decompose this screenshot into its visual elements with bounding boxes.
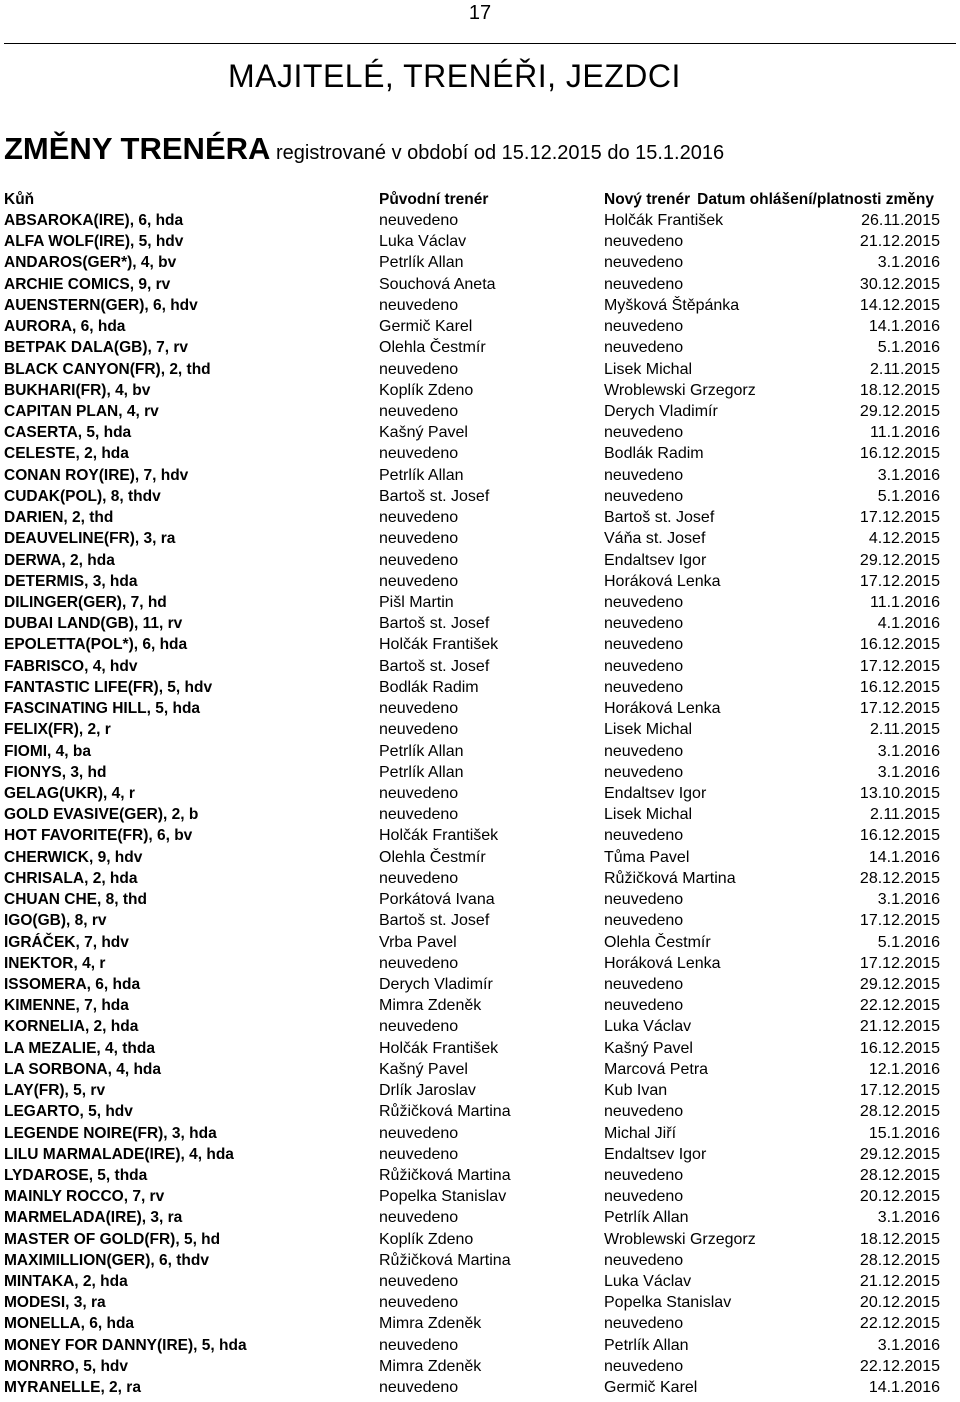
section-title: ZMĚNY TRENÉRA <box>4 131 271 166</box>
change-date: 28.12.2015 <box>859 1251 940 1269</box>
original-trainer: neuvedeno <box>379 403 459 420</box>
original-trainer: Germič Karel <box>379 318 473 336</box>
change-date: 3.1.2016 <box>877 891 940 908</box>
change-date: 21.12.2015 <box>859 1018 940 1036</box>
change-date: 28.12.2015 <box>859 1103 940 1121</box>
horse-name: FIONYS, 3, hd <box>4 763 107 781</box>
horse-name: KIMENNE, 7, hda <box>4 997 129 1015</box>
section-date-range: registrované v období od 15.12.2015 do 15.1.2016 <box>270 142 725 164</box>
table-row <box>0 741 960 762</box>
change-date: 2.11.2015 <box>870 721 940 739</box>
horse-name: EPOLETTA(POL*), 6, hda <box>4 636 188 654</box>
original-trainer: neuvedeno <box>379 721 459 739</box>
new-trainer: neuvedeno <box>604 1251 684 1269</box>
table-row <box>0 634 960 655</box>
original-trainer: Holčák František <box>379 1039 499 1057</box>
horse-name: DEAUVELINE(FR), 3, ra <box>4 530 176 548</box>
new-trainer: Kašný Pavel <box>604 1039 693 1057</box>
change-date: 22.12.2015 <box>859 1315 940 1333</box>
new-trainer: Marcová Petra <box>604 1060 709 1078</box>
change-date: 5.1.2016 <box>877 339 940 357</box>
new-trainer: Tůma Pavel <box>604 848 690 866</box>
horse-name: ANDAROS(GER*), 4, bv <box>4 254 177 272</box>
change-date: 3.1.2016 <box>877 763 940 781</box>
horse-name: GELAG(UKR), 4, r <box>4 784 135 802</box>
change-date: 17.12.2015 <box>859 509 940 527</box>
new-trainer: Luka Václav <box>604 1273 692 1290</box>
section-heading <box>4 131 724 167</box>
original-trainer: Derych Vladimír <box>379 975 493 993</box>
new-trainer: neuvedeno <box>604 424 684 442</box>
horse-name: BUKHARI(FR), 4, bv <box>4 381 151 399</box>
original-trainer: neuvedeno <box>379 572 459 590</box>
horse-name: MASTER OF GOLD(FR), 5, hd <box>4 1230 221 1248</box>
table-row <box>0 1377 960 1398</box>
table-row <box>0 783 960 804</box>
new-trainer: Germič Karel <box>604 1379 698 1397</box>
horse-name: DETERMIS, 3, hda <box>4 572 138 590</box>
table-row <box>0 1016 960 1037</box>
original-trainer: neuvedeno <box>379 806 459 824</box>
horse-name: DUBAI LAND(GB), 11, rv <box>4 615 183 633</box>
horse-name: LEGARTO, 5, hdv <box>4 1103 133 1121</box>
table-row <box>0 443 960 464</box>
table-row <box>0 337 960 358</box>
original-trainer: Olehla Čestmír <box>379 339 486 357</box>
change-date: 29.12.2015 <box>859 975 940 993</box>
original-trainer: neuvedeno <box>379 1124 459 1142</box>
table-row <box>0 932 960 953</box>
new-trainer: neuvedeno <box>604 763 684 781</box>
change-date: 18.12.2015 <box>859 381 940 399</box>
table-row <box>0 401 960 422</box>
new-trainer: neuvedeno <box>604 678 684 696</box>
header-horse: Kůň <box>4 191 35 208</box>
new-trainer: Endaltsev Igor <box>604 1145 707 1163</box>
horse-name: FASCINATING HILL, 5, hda <box>4 700 201 718</box>
change-date: 14.1.2016 <box>868 848 940 866</box>
original-trainer: neuvedeno <box>379 1336 459 1354</box>
original-trainer: neuvedeno <box>379 551 459 569</box>
change-date: 20.12.2015 <box>859 1188 940 1206</box>
new-trainer: neuvedeno <box>604 636 684 654</box>
original-trainer: Pišl Martin <box>379 594 454 611</box>
change-date: 4.1.2016 <box>877 615 940 633</box>
new-trainer: neuvedeno <box>604 487 684 505</box>
change-date: 14.1.2016 <box>868 318 940 336</box>
header-date: Datum ohlášení/platnosti změny <box>697 191 934 208</box>
table-row <box>0 1038 960 1059</box>
change-date: 3.1.2016 <box>877 1209 940 1227</box>
table-row <box>0 1123 960 1144</box>
horse-name: LILU MARMALADE(IRE), 4, hda <box>4 1145 234 1163</box>
change-date: 17.12.2015 <box>859 912 940 930</box>
original-trainer: neuvedeno <box>379 509 459 527</box>
table-row <box>0 359 960 380</box>
table-row <box>0 1335 960 1356</box>
new-trainer: neuvedeno <box>604 912 684 930</box>
change-date: 3.1.2016 <box>877 254 940 272</box>
table-row <box>0 698 960 719</box>
table-row <box>0 1313 960 1334</box>
new-trainer: neuvedeno <box>604 275 684 293</box>
new-trainer: Růžičková Martina <box>604 869 736 887</box>
table-row <box>0 1356 960 1377</box>
horse-name: BETPAK DALA(GB), 7, rv <box>4 339 189 357</box>
change-date: 16.12.2015 <box>859 1039 940 1057</box>
change-date: 3.1.2016 <box>877 1336 940 1354</box>
new-trainer: neuvedeno <box>604 233 684 251</box>
new-trainer: neuvedeno <box>604 997 684 1015</box>
new-trainer: neuvedeno <box>604 594 684 611</box>
new-trainer: Bodlák Radim <box>604 445 704 463</box>
original-trainer: neuvedeno <box>379 1145 459 1163</box>
change-date: 4.12.2015 <box>868 530 940 548</box>
horse-name: MODESI, 3, ra <box>4 1294 106 1312</box>
table-row <box>0 550 960 571</box>
original-trainer: Kašný Pavel <box>379 1060 468 1078</box>
change-date: 16.12.2015 <box>859 636 940 654</box>
new-trainer: neuvedeno <box>604 318 684 336</box>
horse-name: DERWA, 2, hda <box>4 551 115 569</box>
change-date: 3.1.2016 <box>877 742 940 760</box>
new-trainer: Endaltsev Igor <box>604 784 707 802</box>
new-trainer: Michal Jiří <box>604 1124 677 1142</box>
horse-name: AURORA, 6, hda <box>4 318 126 336</box>
table-row <box>0 974 960 995</box>
original-trainer: Luka Václav <box>379 233 467 251</box>
table-row <box>0 507 960 528</box>
change-date: 17.12.2015 <box>859 1082 940 1099</box>
table-row <box>0 1250 960 1271</box>
horse-name: MYRANELLE, 2, ra <box>4 1379 141 1397</box>
original-trainer: Souchová Aneta <box>379 275 496 293</box>
new-trainer: Kub Ivan <box>604 1082 668 1099</box>
table-row <box>0 380 960 401</box>
original-trainer: Petrlík Allan <box>379 742 464 760</box>
change-date: 30.12.2015 <box>859 275 940 293</box>
table-row <box>0 1101 960 1122</box>
header-new-trainer: Nový trenér <box>604 191 691 208</box>
original-trainer: Drlík Jaroslav <box>379 1082 476 1099</box>
new-trainer: neuvedeno <box>604 657 684 675</box>
new-trainer: neuvedeno <box>604 339 684 357</box>
table-row <box>0 1229 960 1250</box>
new-trainer: Derych Vladimír <box>604 403 718 420</box>
horse-name: CONAN ROY(IRE), 7, hdv <box>4 466 189 484</box>
table-row <box>0 252 960 273</box>
table-row <box>0 231 960 252</box>
change-date: 17.12.2015 <box>859 657 940 675</box>
change-date: 20.12.2015 <box>859 1294 940 1312</box>
horse-name: IGO(GB), 8, rv <box>4 912 107 930</box>
original-trainer: Koplík Zdeno <box>379 1230 474 1248</box>
table-row <box>0 825 960 846</box>
new-trainer: neuvedeno <box>604 1103 684 1121</box>
horse-name: FELIX(FR), 2, r <box>4 721 111 739</box>
horse-name: ALFA WOLF(IRE), 5, hdv <box>4 233 184 251</box>
new-trainer: Petrlík Allan <box>604 1336 689 1354</box>
new-trainer: Olehla Čestmír <box>604 933 711 951</box>
table-row <box>0 1144 960 1165</box>
new-trainer: Myšková Štěpánka <box>604 296 740 314</box>
new-trainer: Lisek Michal <box>604 360 693 378</box>
new-trainer: Popelka Stanislav <box>604 1294 732 1312</box>
original-trainer: Růžičková Martina <box>379 1166 511 1184</box>
change-date: 5.1.2016 <box>877 933 940 951</box>
table-row <box>0 953 960 974</box>
new-trainer: neuvedeno <box>604 1166 684 1184</box>
horse-name: LA SORBONA, 4, hda <box>4 1060 162 1078</box>
table-row <box>0 868 960 889</box>
new-trainer: Luka Václav <box>604 1018 692 1036</box>
table-row <box>0 656 960 677</box>
original-trainer: Mimra Zdeněk <box>379 1315 482 1333</box>
original-trainer: Holčák František <box>379 827 499 845</box>
table-row <box>0 274 960 295</box>
original-trainer: Kašný Pavel <box>379 424 468 442</box>
original-trainer: Koplík Zdeno <box>379 381 474 399</box>
original-trainer: Petrlík Allan <box>379 466 464 484</box>
horse-name: DARIEN, 2, thd <box>4 509 114 527</box>
change-date: 28.12.2015 <box>859 1166 940 1184</box>
new-trainer: neuvedeno <box>604 742 684 760</box>
new-trainer: Horáková Lenka <box>604 954 721 972</box>
new-trainer: neuvedeno <box>604 1188 684 1206</box>
horse-name: IGRÁČEK, 7, hdv <box>4 933 129 951</box>
original-trainer: neuvedeno <box>379 784 459 802</box>
new-trainer: Wroblewski Grzegorz <box>604 381 756 399</box>
original-trainer: neuvedeno <box>379 1018 459 1036</box>
original-trainer: neuvedeno <box>379 530 459 548</box>
horse-name: MAINLY ROCCO, 7, rv <box>4 1188 165 1206</box>
horse-name: KORNELIA, 2, hda <box>4 1018 139 1036</box>
change-date: 16.12.2015 <box>859 678 940 696</box>
new-trainer: Wroblewski Grzegorz <box>604 1230 756 1248</box>
table-row <box>0 210 960 231</box>
header-original-trainer: Původní trenér <box>379 191 489 208</box>
horse-name: CUDAK(POL), 8, thdv <box>4 487 161 505</box>
new-trainer: Petrlík Allan <box>604 1209 689 1227</box>
horse-name: GOLD EVASIVE(GER), 2, b <box>4 806 199 824</box>
change-date: 2.11.2015 <box>870 360 940 378</box>
change-date: 15.1.2016 <box>868 1124 940 1142</box>
table-row <box>0 677 960 698</box>
table-row <box>0 847 960 868</box>
change-date: 14.1.2016 <box>868 1379 940 1397</box>
table-row <box>0 571 960 592</box>
new-trainer: Horáková Lenka <box>604 700 721 718</box>
new-trainer: neuvedeno <box>604 1315 684 1333</box>
page-number: 17 <box>468 2 492 24</box>
table-row <box>0 1271 960 1292</box>
new-trainer: Váňa st. Josef <box>604 530 706 548</box>
table-row <box>0 1207 960 1228</box>
new-trainer: neuvedeno <box>604 615 684 633</box>
new-trainer: neuvedeno <box>604 1357 684 1375</box>
change-date: 2.11.2015 <box>870 806 940 824</box>
table-row <box>0 1292 960 1313</box>
new-trainer: neuvedeno <box>604 827 684 845</box>
horse-name: CHUAN CHE, 8, thd <box>4 891 147 908</box>
change-date: 28.12.2015 <box>859 869 940 887</box>
change-date: 21.12.2015 <box>859 1273 940 1290</box>
horse-name: INEKTOR, 4, r <box>4 954 106 972</box>
change-date: 3.1.2016 <box>877 466 940 484</box>
change-date: 16.12.2015 <box>859 445 940 463</box>
original-trainer: Růžičková Martina <box>379 1251 511 1269</box>
table-row <box>0 592 960 613</box>
table-row <box>0 295 960 316</box>
original-trainer: Bartoš st. Josef <box>379 657 490 675</box>
change-date: 5.1.2016 <box>877 487 940 505</box>
horse-name: CHERWICK, 9, hdv <box>4 848 143 866</box>
new-trainer: Lisek Michal <box>604 721 693 739</box>
horse-name: AUENSTERN(GER), 6, hdv <box>4 296 198 314</box>
original-trainer: neuvedeno <box>379 1273 459 1290</box>
table-row <box>0 1186 960 1207</box>
original-trainer: neuvedeno <box>379 1209 459 1227</box>
original-trainer: Popelka Stanislav <box>379 1188 507 1206</box>
table-row <box>0 889 960 910</box>
change-date: 29.12.2015 <box>859 1145 940 1163</box>
horse-name: BLACK CANYON(FR), 2, thd <box>4 360 211 378</box>
header-rule <box>4 43 956 44</box>
new-trainer: Lisek Michal <box>604 806 693 824</box>
table-row <box>0 995 960 1016</box>
horse-name: FABRISCO, 4, hdv <box>4 657 138 675</box>
table-row <box>0 486 960 507</box>
new-trainer: Horáková Lenka <box>604 572 721 590</box>
horse-name: MONEY FOR DANNY(IRE), 5, hda <box>4 1336 247 1354</box>
horse-name: MONELLA, 6, hda <box>4 1315 135 1333</box>
horse-name: LAY(FR), 5, rv <box>4 1082 106 1099</box>
original-trainer: neuvedeno <box>379 954 459 972</box>
new-trainer: Holčák František <box>604 212 724 229</box>
table-row <box>0 804 960 825</box>
original-trainer: neuvedeno <box>379 212 459 229</box>
original-trainer: Růžičková Martina <box>379 1103 511 1121</box>
new-trainer: neuvedeno <box>604 975 684 993</box>
horse-name: MAXIMILLION(GER), 6, thdv <box>4 1251 209 1269</box>
horse-name: MONRRO, 5, hdv <box>4 1357 129 1375</box>
original-trainer: Holčák František <box>379 636 499 654</box>
table-row <box>0 465 960 486</box>
horse-name: LEGENDE NOIRE(FR), 3, hda <box>4 1124 217 1142</box>
change-date: 17.12.2015 <box>859 954 940 972</box>
change-date: 11.1.2016 <box>870 594 940 611</box>
change-date: 18.12.2015 <box>859 1230 940 1248</box>
horse-name: CASERTA, 5, hda <box>4 424 132 442</box>
horse-name: HOT FAVORITE(FR), 6, bv <box>4 827 193 845</box>
page-title: MAJITELÉ, TRENÉŘI, JEZDCI <box>228 58 681 94</box>
original-trainer: Bodlák Radim <box>379 678 479 696</box>
original-trainer: Bartoš st. Josef <box>379 912 490 930</box>
change-date: 29.12.2015 <box>859 403 940 420</box>
original-trainer: Petrlík Allan <box>379 763 464 781</box>
change-date: 22.12.2015 <box>859 997 940 1015</box>
original-trainer: Mimra Zdeněk <box>379 1357 482 1375</box>
horse-name: MINTAKA, 2, hda <box>4 1273 128 1290</box>
original-trainer: neuvedeno <box>379 445 459 463</box>
horse-name: ABSAROKA(IRE), 6, hda <box>4 212 184 229</box>
original-trainer: neuvedeno <box>379 296 459 314</box>
horse-name: LA MEZALIE, 4, thda <box>4 1039 155 1057</box>
horse-name: CHRISALA, 2, hda <box>4 869 138 887</box>
horse-name: ISSOMERA, 6, hda <box>4 975 141 993</box>
original-trainer: Vrba Pavel <box>379 933 457 951</box>
change-date: 21.12.2015 <box>859 233 940 251</box>
horse-name: CELESTE, 2, hda <box>4 445 129 463</box>
original-trainer: Olehla Čestmír <box>379 848 486 866</box>
new-trainer: neuvedeno <box>604 254 684 272</box>
new-trainer: neuvedeno <box>604 891 684 908</box>
change-date: 22.12.2015 <box>859 1357 940 1375</box>
new-trainer: Bartoš st. Josef <box>604 509 715 527</box>
original-trainer: neuvedeno <box>379 360 459 378</box>
change-date: 16.12.2015 <box>859 827 940 845</box>
original-trainer: neuvedeno <box>379 1294 459 1312</box>
horse-name: FANTASTIC LIFE(FR), 5, hdv <box>4 678 213 696</box>
new-trainer: Endaltsev Igor <box>604 551 707 569</box>
horse-name: LYDAROSE, 5, thda <box>4 1166 148 1184</box>
change-date: 13.10.2015 <box>859 784 940 802</box>
new-trainer: neuvedeno <box>604 466 684 484</box>
original-trainer: Bartoš st. Josef <box>379 615 490 633</box>
table-row <box>0 1059 960 1080</box>
table-row <box>0 1080 960 1101</box>
horse-name: MARMELADA(IRE), 3, ra <box>4 1209 183 1227</box>
original-trainer: neuvedeno <box>379 1379 459 1397</box>
change-date: 12.1.2016 <box>868 1060 940 1078</box>
table-header <box>0 189 960 210</box>
original-trainer: Mimra Zdeněk <box>379 997 482 1015</box>
table-row <box>0 528 960 549</box>
change-date: 29.12.2015 <box>859 551 940 569</box>
original-trainer: neuvedeno <box>379 700 459 718</box>
original-trainer: neuvedeno <box>379 869 459 887</box>
table-row <box>0 762 960 783</box>
table-row <box>0 1165 960 1186</box>
table-row <box>0 719 960 740</box>
change-date: 17.12.2015 <box>859 700 940 718</box>
original-trainer: Porkátová Ivana <box>379 891 495 908</box>
horse-name: DILINGER(GER), 7, hd <box>4 594 167 611</box>
horse-name: FIOMI, 4, ba <box>4 742 91 760</box>
change-date: 11.1.2016 <box>870 424 940 442</box>
change-date: 17.12.2015 <box>859 572 940 590</box>
change-date: 26.11.2015 <box>861 212 940 229</box>
table-row <box>0 316 960 337</box>
horse-name: CAPITAN PLAN, 4, rv <box>4 403 159 420</box>
table-row <box>0 613 960 634</box>
table-row <box>0 910 960 931</box>
original-trainer: Petrlík Allan <box>379 254 464 272</box>
change-date: 14.12.2015 <box>859 296 940 314</box>
horse-name: ARCHIE COMICS, 9, rv <box>4 275 171 293</box>
original-trainer: Bartoš st. Josef <box>379 487 490 505</box>
table-row <box>0 422 960 443</box>
